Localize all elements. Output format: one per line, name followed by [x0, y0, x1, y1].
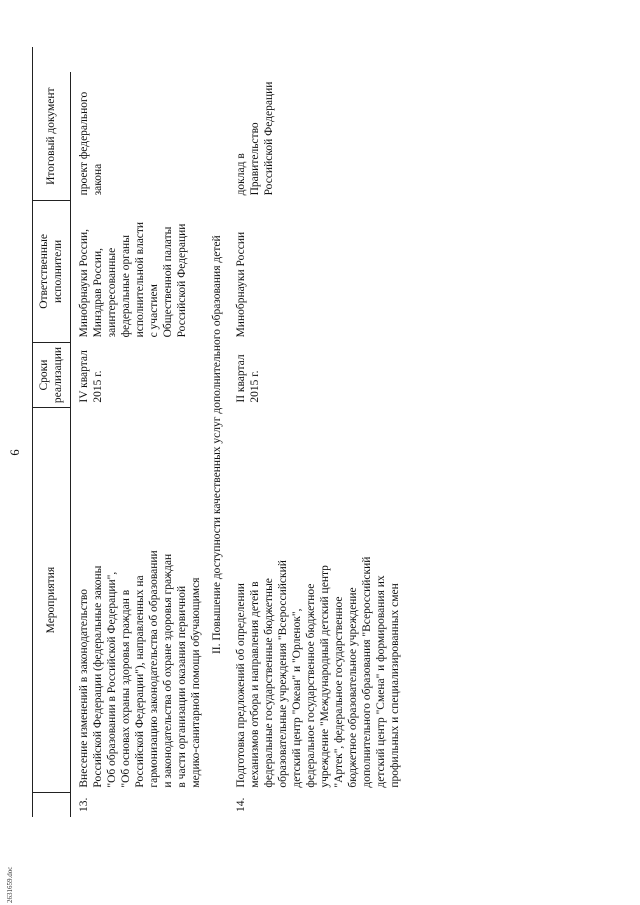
row-number: 14.: [235, 797, 247, 812]
header-responsible: Ответственные исполнители: [32, 200, 71, 342]
header-terms: Сроки реализации: [32, 342, 71, 407]
page-number: 6: [8, 449, 22, 456]
header-document: Итоговый документ: [32, 72, 71, 200]
row-number: 13.: [78, 797, 90, 812]
header-activities: Мероприятия: [32, 408, 71, 793]
header-num: [32, 793, 71, 817]
table-header-row: [32, 72, 71, 817]
row-activity: Внесение изменений в законодательство Российской Федерации (федеральные законы "Об образовании в Российской Федерации", "Об основах охраны здоровья граждан в Российской Федерации"), направленных на гармонизацию законодательства об образовании и законодательства об охране здоровья граждан в части организации оказания первичной медико-санитарной помощи обучающимся: [78, 550, 202, 788]
table-row-13: [71, 72, 206, 817]
row-responsible: Минобрнауки России: [235, 231, 247, 338]
row-term: IV квартал 2015 г.: [78, 350, 104, 403]
section-heading-row: [205, 72, 228, 817]
row-document: доклад в Правительство Российской Федерации: [235, 81, 275, 196]
row-term: II квартал 2015 г.: [235, 354, 261, 403]
section-title: II. Повышение доступности качественных услуг дополнительного образования детей: [211, 235, 223, 655]
row-document: проект федерального закона: [78, 91, 104, 196]
row-activity: Подготовка предложений об определении механизмов отбора и направления детей в федеральные государственные бюджетные образовательные учреждения "Всероссийский детский центр "Океан" и "Орленок", федеральное государственное бюджетное учреждение "Международный детский центр "Артек", федеральное государственное бюджетное образовательное учреждение дополнительного образования "Всероссийский детский центр "Смена" и формирования их профильных и специализированных смен: [235, 556, 401, 788]
footer-file-code: 2631659.doc: [6, 866, 14, 903]
table-row-14: [228, 72, 404, 817]
row-responsible: Минобрнауки России, Минздрав России, заинтересованные федеральные органы исполнительной власти с участием Общественной палаты Российской Федерации: [78, 221, 188, 338]
activities-table: [32, 72, 404, 817]
